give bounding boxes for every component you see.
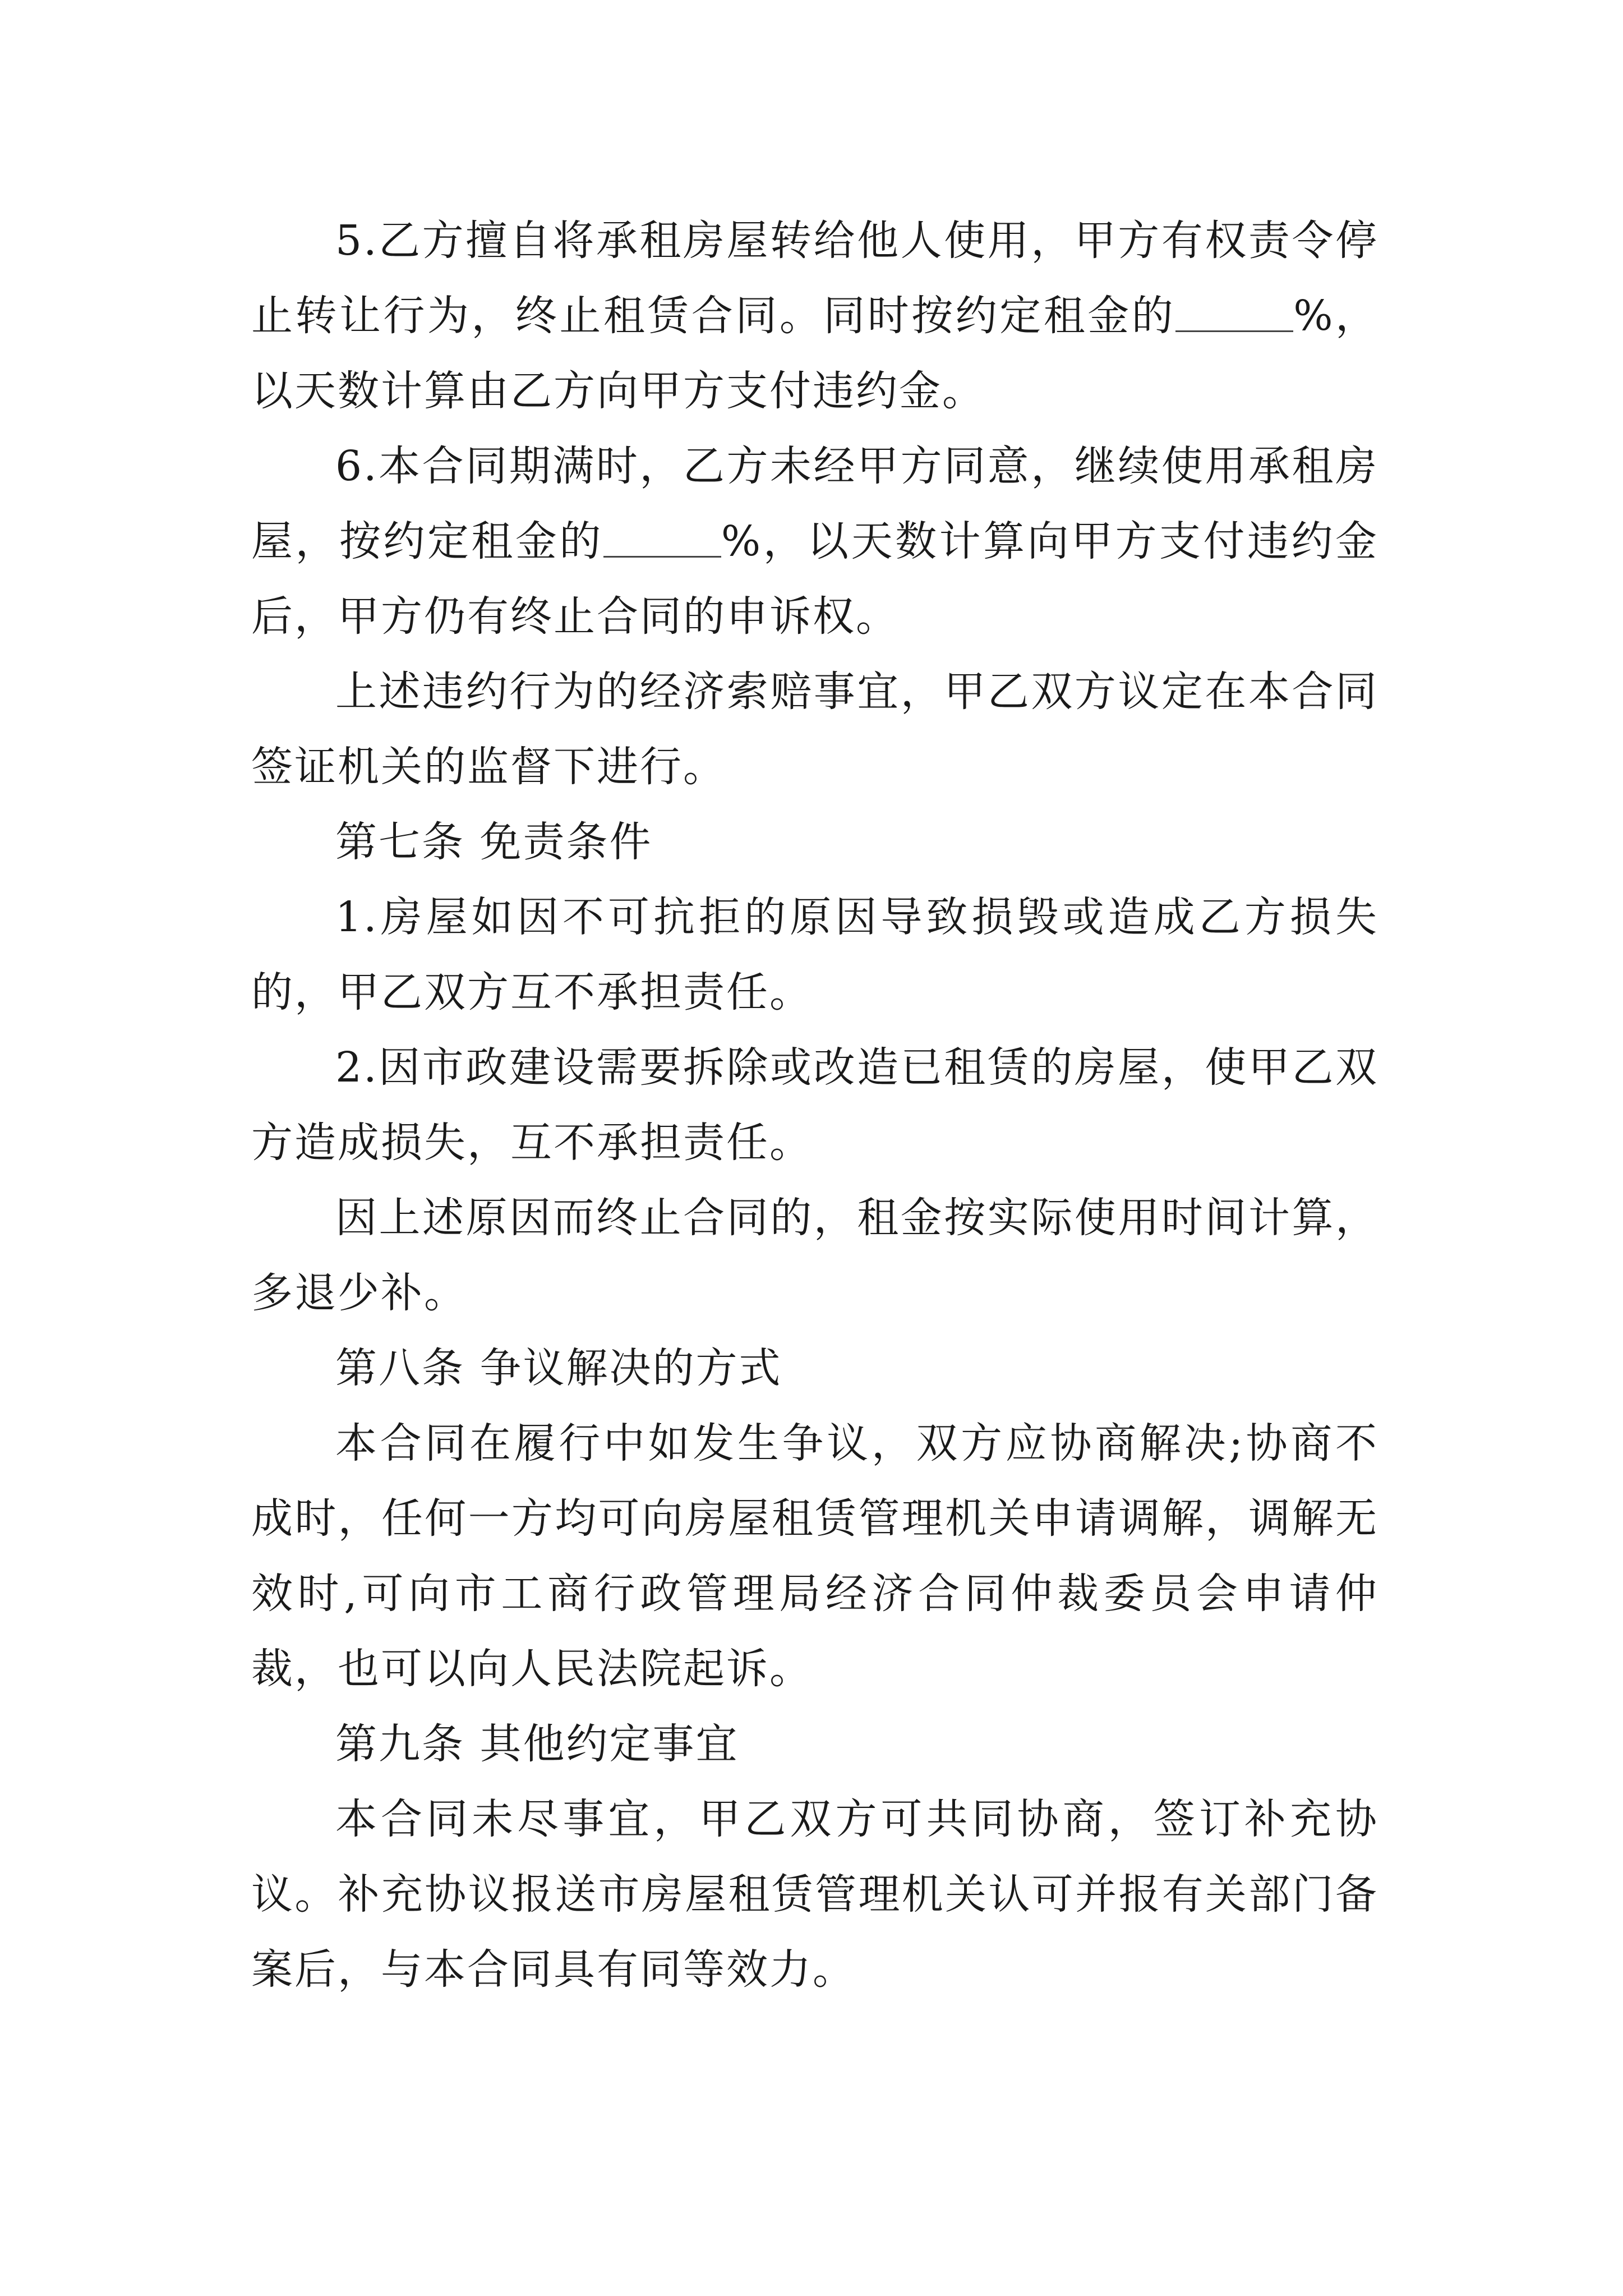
clause-5 <box>251 203 1378 429</box>
article-7-item-1: 1.房屋如因不可抗拒的原因导致损毁或造成乙方损失的，甲乙双方互不承担责任。 <box>251 893 1378 1016</box>
article-7-title: 第七条 免责条件 <box>335 818 653 866</box>
article-9-body: 本合同未尽事宜，甲乙双方可共同协商，签订补充协议。补充协议报送市房屋租赁管理机关认可并报有关部门备案后，与本合同具有同等效力。 <box>251 1795 1378 1994</box>
clause-5-text-a: 5.乙方擅自将承租房屋转给他人使用，甲方有权责令停止转让行为，终止租赁合同。同时按约定租金的 <box>251 217 1378 340</box>
clause-6-text-b: %，以天数计算向甲方支付违约金后，甲方仍有终止合同的申诉权。 <box>251 517 1378 641</box>
clause-5-text-b: %，以天数计算由乙方向甲方支付违约金。 <box>251 292 1378 415</box>
article-7-item-2: 2.因市政建设需要拆除或改造已租赁的房屋，使甲乙双方造成损失，互不承担责任。 <box>251 1043 1378 1167</box>
rate-blank-field[interactable] <box>1175 293 1293 332</box>
rate-blank-field[interactable] <box>603 518 721 558</box>
document-body <box>251 203 1378 2007</box>
clause-6-text-a: 6.本合同期满时，乙方未经甲方同意，继续使用承租房屋，按约定租金的 <box>251 442 1378 565</box>
compensation-note: 上述违约行为的经济索赔事宜，甲乙双方议定在本合同签证机关的监督下进行。 <box>251 668 1378 791</box>
article-8-title: 第八条 争议解决的方式 <box>335 1344 782 1392</box>
article-7-note: 因上述原因而终止合同的，租金按实际使用时间计算，多退少补。 <box>251 1194 1378 1317</box>
article-8-body: 本合同在履行中如发生争议，双方应协商解决;协商不成时，任何一方均可向房屋租赁管理机关申请调解，调解无效时,可向市工商行政管理局经济合同仲裁委员会申请仲裁，也可以向人民法院起诉。 <box>251 1419 1378 1693</box>
clause-6 <box>251 429 1378 654</box>
article-9-title: 第九条 其他约定事宜 <box>335 1720 739 1768</box>
